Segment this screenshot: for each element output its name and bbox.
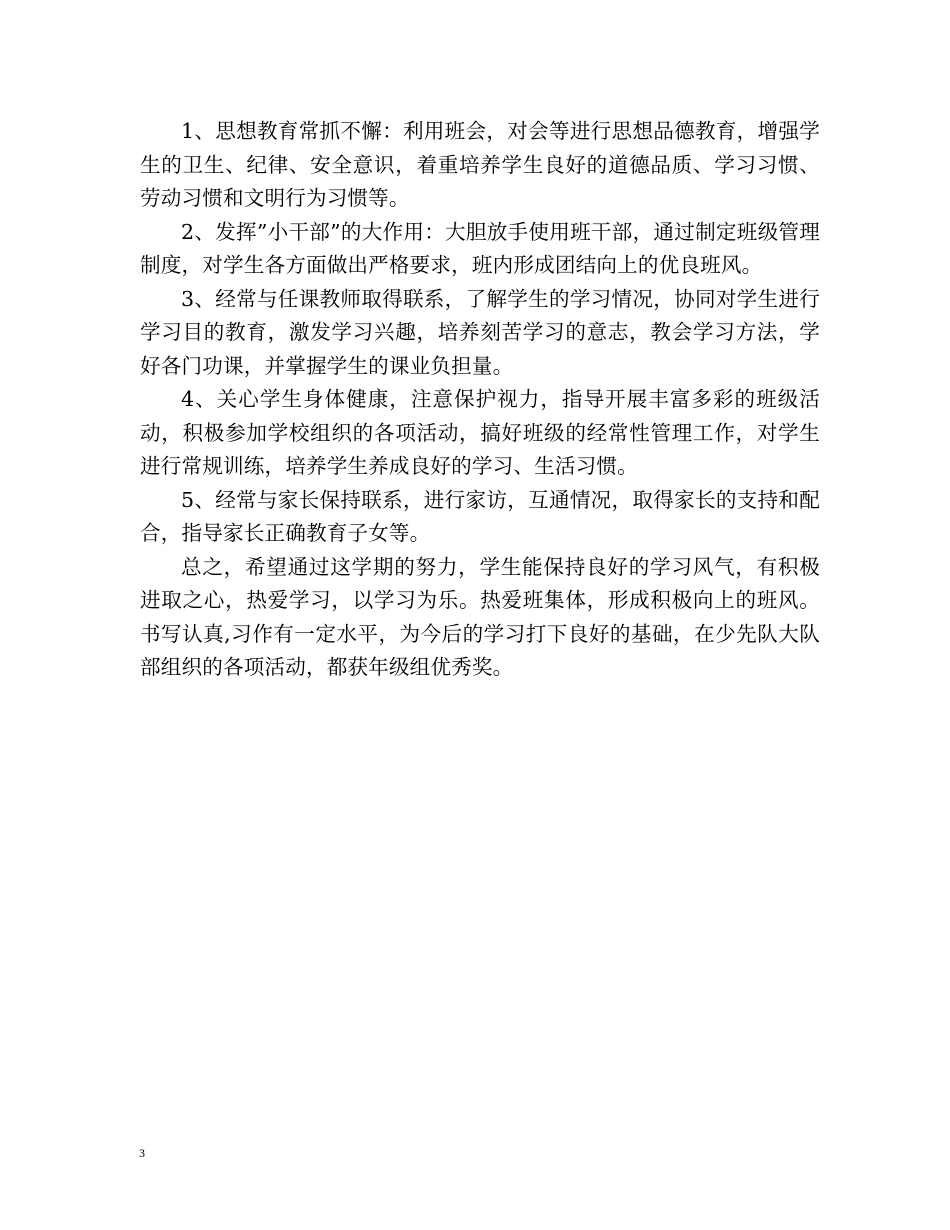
paragraph-summary: 总之，希望通过这学期的努力，学生能保持良好的学习风气，有积极进取之心，热爱学习，以学习为乐。热爱班集体，形成积极向上的班风。书写认真,习作有一定水平，为今后的学习打下良好的基础，在少先队大队部组织的各项活动，都获年级组优秀奖。 bbox=[140, 554, 820, 679]
paragraph-2: 2、发挥”小干部”的大作用：大胆放手使用班干部，通过制定班级管理制度，对学生各方面做出严格要求，班内形成团结向上的优良班风。 bbox=[140, 219, 820, 277]
paragraph-1: 1、思想教育常抓不懈：利用班会，对会等进行思想品德教育，增强学生的卫生、纪律、安全意识，着重培养学生良好的道德品质、学习习惯、劳动习惯和文明行为习惯等。 bbox=[140, 119, 820, 210]
page-number: 3 bbox=[139, 1146, 145, 1160]
paragraph-4: 4、关心学生身体健康，注意保护视力，指导开展丰富多彩的班级活动，积极参加学校组织的各项活动，搞好班级的经常性管理工作，对学生进行常规训练，培养学生养成良好的学习、生活习惯。 bbox=[140, 387, 820, 478]
paragraph-3: 3、经常与任课教师取得联系，了解学生的学习情况，协同对学生进行学习目的教育，激发学习兴趣，培养刻苦学习的意志，教会学习方法，学好各门功课，并掌握学生的课业负担量。 bbox=[140, 286, 820, 378]
document-body bbox=[140, 115, 820, 685]
paragraph-5: 5、经常与家长保持联系，进行家访，互通情况，取得家长的支持和配合，指导家长正确教育子女等。 bbox=[140, 487, 820, 545]
